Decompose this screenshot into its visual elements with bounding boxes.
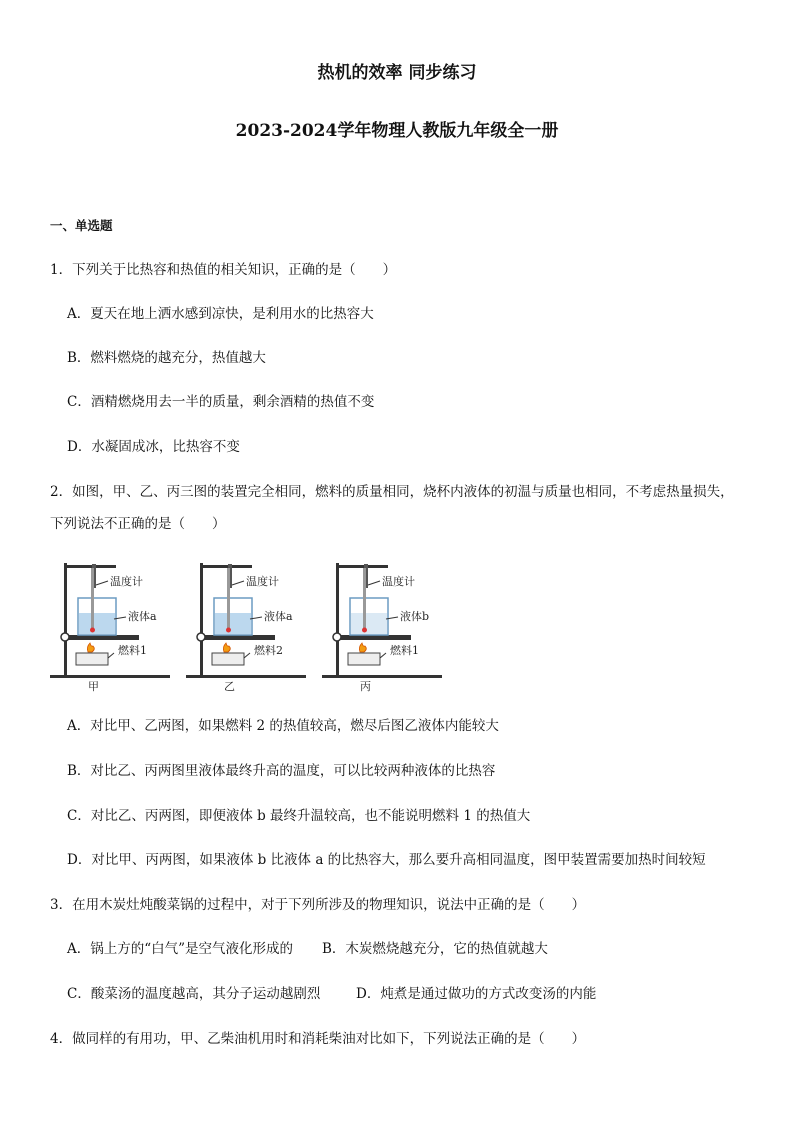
setup-bing-liquid-label: 液体b [400, 610, 430, 623]
question-3-stem: 3．在用木炭灶炖酸菜锅的过程中，对于下列所涉及的物理知识，说法中正确的是（ ） [50, 897, 586, 913]
question-2-option-d: D．对比甲、丙两图，如果液体 b 比液体 a 的比热容大，那么要升高相同温度，图甲装置需要加热时间较短 [67, 852, 706, 868]
question-2-option-c: C．对比乙、丙两图，即便液体 b 最终升温较高，也不能说明燃料 1 的热值大 [67, 808, 531, 824]
setup-jia-caption: 甲 [88, 680, 99, 693]
setup-yi-liquid-label: 液体a [264, 610, 293, 623]
question-2-option-a: A．对比甲、乙两图，如果燃料 2 的热值较高，燃尽后图乙液体内能较大 [67, 718, 499, 734]
question-1-option-b: B．燃料燃烧的越充分，热值越大 [67, 350, 266, 366]
question-2-option-b: B．对比乙、丙两图里液体最终升高的温度，可以比较两种液体的比热容 [67, 763, 496, 779]
setup-yi-fuel-label: 燃料2 [254, 644, 283, 657]
setup-jia [50, 563, 170, 693]
page-title: 热机的效率 同步练习 [317, 63, 477, 83]
question-1-stem: 1．下列关于比热容和热值的相关知识，正确的是（ ） [50, 262, 397, 278]
setup-yi-caption: 乙 [224, 680, 235, 693]
setup-jia-liquid-label: 液体a [128, 610, 157, 623]
question-2-stem-line1: 2．如图，甲、乙、丙三图的装置完全相同，燃料的质量相同，烧杯内液体的初温与质量也相同，不考虑热量损失， [50, 484, 734, 500]
setup-jia-fuel-label: 燃料1 [118, 644, 147, 657]
setup-bing-thermometer-label: 温度计 [382, 575, 415, 588]
setup-yi [186, 563, 306, 693]
question-3-option-a: A．锅上方的“白气”是空气液化形成的 [67, 941, 294, 957]
page-subtitle: 2023-2024学年物理人教版九年级全一册 [235, 121, 559, 141]
setup-bing-fuel-label: 燃料1 [390, 644, 419, 657]
experiment-figure [44, 553, 444, 698]
question-1-option-d: D．水凝固成冰，比热容不变 [67, 439, 240, 455]
section-title: 一、单选题 [50, 218, 113, 233]
question-3-option-b: B．木炭燃烧越充分，它的热值就越大 [322, 941, 548, 957]
question-4-stem: 4．做同样的有用功，甲、乙柴油机用时和消耗柴油对比如下，下列说法正确的是（ ） [50, 1031, 586, 1047]
question-1-option-a: A．夏天在地上洒水感到凉快，是利用水的比热容大 [67, 306, 374, 322]
question-1-option-c: C．酒精燃烧用去一半的质量，剩余酒精的热值不变 [67, 394, 375, 410]
setup-jia-thermometer-label: 温度计 [110, 575, 143, 588]
setup-bing-caption: 丙 [360, 680, 371, 693]
setup-yi-thermometer-label: 温度计 [246, 575, 279, 588]
question-3-option-d: D．炖煮是通过做功的方式改变汤的内能 [356, 986, 597, 1002]
question-3-option-c: C．酸菜汤的温度越高，其分子运动越剧烈 [67, 986, 321, 1002]
setup-bing [322, 563, 442, 693]
question-2-stem-line2: 下列说法不正确的是（ ） [50, 516, 226, 532]
